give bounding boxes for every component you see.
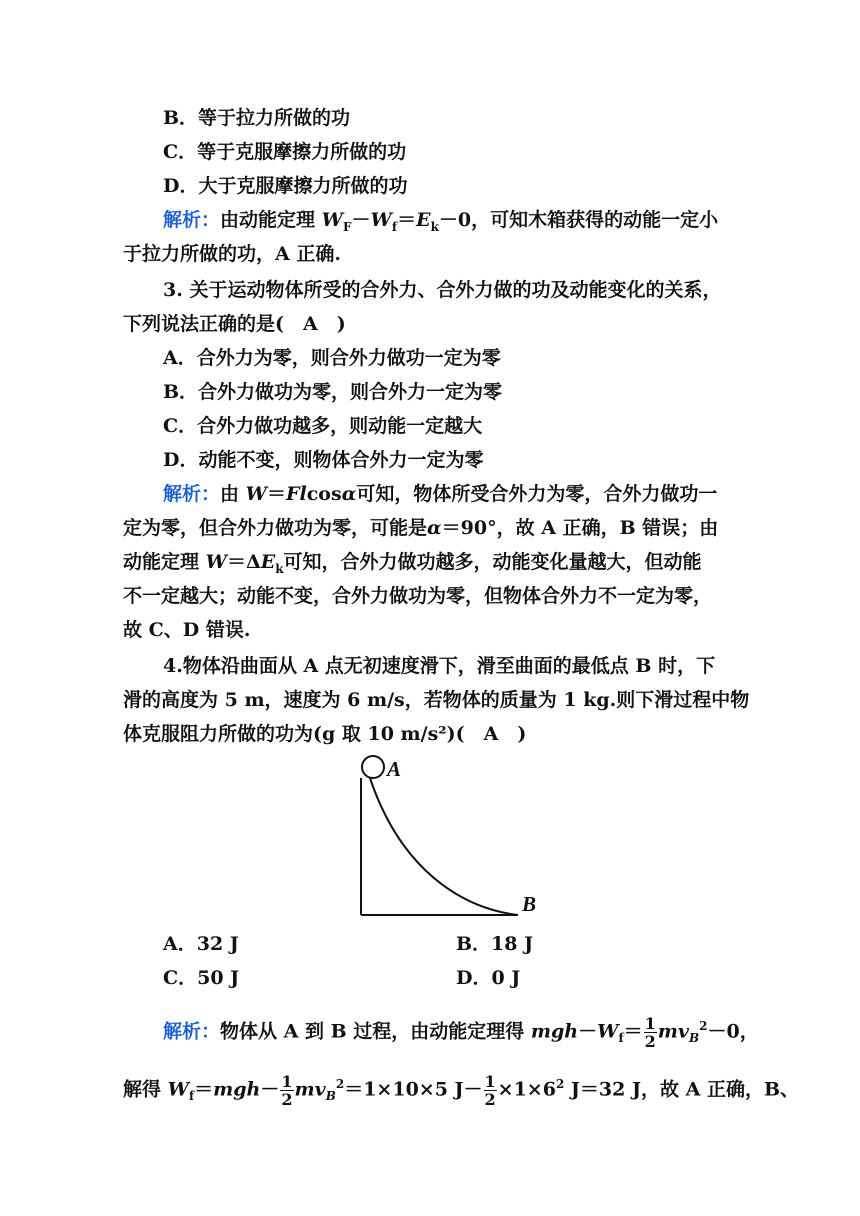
- q2-analysis-text: 由动能定理: [220, 209, 316, 231]
- q3-analysis-text: 可知，物体所受合外力为零，合外力做功一: [356, 483, 718, 505]
- q3-analysis-line-4: 不一定越大；动能不变，合外力做功为零，但物体合外力不一定为零，: [123, 585, 713, 607]
- q3-analysis-line-3: 动能定理 $W=\Delta E_k$可知，合外力做功越多，动能变化量越大，但动能: [123, 551, 702, 576]
- q3-analysis-line-1: 解析：由 W＝Flcosα可知，物体所受合外力为零，合外力做功一: [163, 483, 718, 505]
- q3-analysis-text: 由: [220, 483, 240, 505]
- q3-option-d: D．动能不变，则物体合外力一定为零: [163, 449, 484, 471]
- q4-analysis-line-1: 解析：物体从 A 到 B 过程，由动能定理得 $mgh-W_f=$ $\frac{1}{2}$ $mv_B^2-0$，: [163, 1013, 759, 1051]
- slope-diagram: [340, 748, 560, 920]
- fraction-half: $\frac{1}{2}$: [644, 1013, 656, 1051]
- curved-surface: [370, 778, 518, 915]
- point-a-label: A: [387, 757, 402, 781]
- q2-option-c: C．等于克服摩擦力所做的功: [163, 141, 407, 163]
- q4-stem-line-1: 4.物体沿曲面从 A 点无初速度滑下，滑至曲面的最低点 B 时，下: [163, 655, 716, 677]
- ball-object: [362, 756, 384, 778]
- q4-analysis-text: 解得: [123, 1078, 162, 1101]
- q4-option-a: A．32 J: [163, 933, 239, 955]
- q2-option-b: B．等于拉力所做的功: [163, 107, 351, 129]
- q2-analysis-line-2: 于拉力所做的功，A 正确.: [123, 243, 341, 265]
- fraction-half: $\frac{1}{2}$: [484, 1071, 496, 1109]
- q3-analysis-text: 可知，合外力做功越多，动能变化量越大，但动能: [283, 551, 702, 573]
- q4-option-d: D．0 J: [456, 967, 521, 989]
- q3-analysis-label: 解析：: [163, 483, 221, 505]
- q4-analysis-line-2: 解得 $W_f=mgh-$ $\frac{1}{2}$ $mv_B^2=1\times 10\times 5$ J－ $\frac{1}{2}$ $\times 1\times 6^2$ J＝32 J，故 A 正确，B、: [123, 1071, 799, 1109]
- point-b-label: B: [522, 892, 537, 916]
- q3-stem-line-2: 下列说法正确的是( A ): [123, 313, 346, 335]
- q3-analysis-text: 定为零，但合外力做功为零，可能是: [123, 517, 428, 539]
- q2-analysis-label: 解析：: [163, 209, 221, 231]
- q3-analysis-line-5: 故 C、D 错误.: [123, 619, 251, 641]
- q4-analysis-text: 物体从 A 到 B 过程，由动能定理得: [220, 1020, 525, 1043]
- q3-option-c: C．合外力做功越多，则动能一定越大: [163, 415, 483, 437]
- fraction-half: $\frac{1}{2}$: [281, 1071, 293, 1109]
- q3-analysis-text: 动能定理: [123, 551, 200, 573]
- q3-stem-line-1: 3. 关于运动物体所受的合外力、合外力做的功及动能变化的关系，: [163, 279, 722, 301]
- q4-analysis-label: 解析：: [163, 1020, 221, 1043]
- q4-option-c: C．50 J: [163, 967, 240, 989]
- q2-analysis-line-1: 解析：由动能定理 $W_F-W_f=E_k-0$，可知木箱获得的动能一定小: [163, 209, 719, 234]
- q4-analysis-text: ，故 A 正确，B、: [640, 1078, 799, 1101]
- q3-option-b: B．合外力做功为零，则合外力一定为零: [163, 381, 503, 403]
- q3-analysis-line-2: 定为零，但合外力做功为零，可能是α＝90°，故 A 正确，B 错误；由: [123, 517, 719, 539]
- q4-option-b: B．18 J: [456, 933, 534, 955]
- q2-analysis-text: ，可知木箱获得的动能一定小: [471, 209, 719, 231]
- q3-option-a: A．合外力为零，则合外力做功一定为零: [163, 347, 501, 369]
- q4-stem-line-3: 体克服阻力所做的功为(g 取 10 m/s²)( A ): [123, 723, 527, 745]
- q4-stem-line-2: 滑的高度为 5 m，速度为 6 m/s，若物体的质量为 1 kg.则下滑过程中物: [123, 689, 750, 711]
- q3-analysis-text: ，故 A 正确，B 错误；由: [496, 517, 719, 539]
- q2-option-d: D．大于克服摩擦力所做的功: [163, 175, 408, 197]
